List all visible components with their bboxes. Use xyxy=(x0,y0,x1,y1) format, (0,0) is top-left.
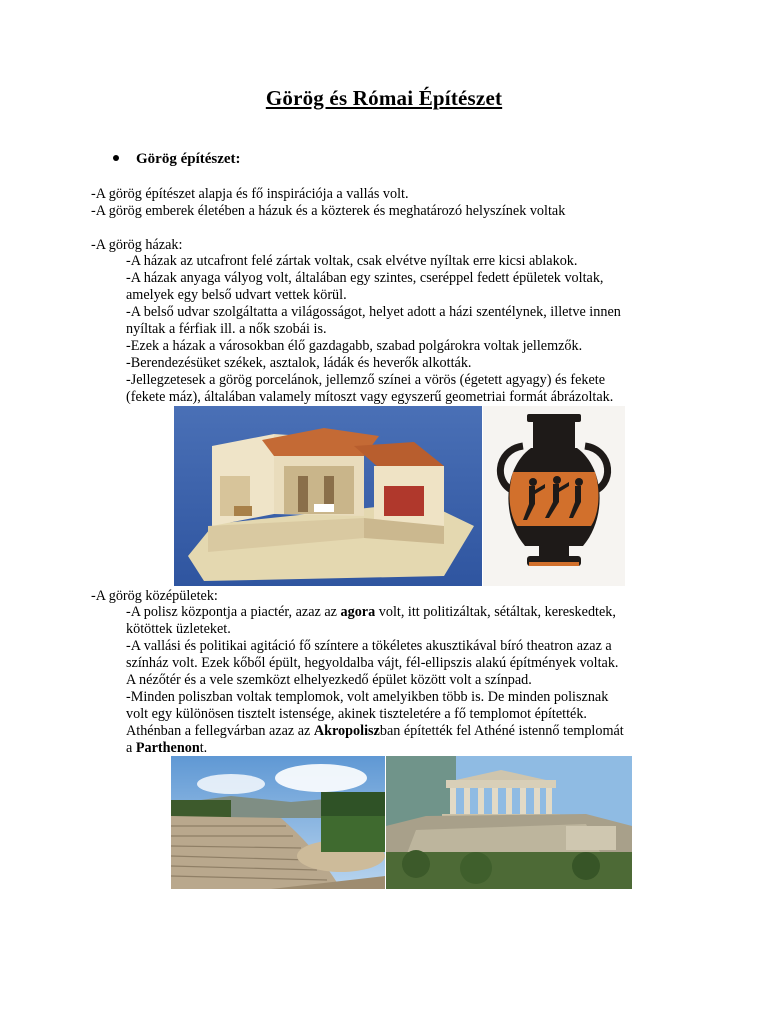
text-segment: ban építették fel Athéné istennő templomát xyxy=(379,723,624,739)
agora-term: agora xyxy=(340,604,376,620)
text-segment: t. xyxy=(199,740,208,756)
section-heading: Görög építészet: xyxy=(136,151,241,167)
public-line: színház volt. Ezek kőből épült, hegyoldalba vájt, fél-ellipszis alakú építmények voltak. xyxy=(126,655,619,671)
theatre-image xyxy=(171,756,385,889)
houses-line: -A házak az utcafront felé zártak voltak, csak elvétve nyíltak erre kicsi ablakok. xyxy=(126,253,578,269)
houses-line: (fekete máz), általában valamely mítoszt vagy egyszerű geometriai formát ábrázoltak. xyxy=(126,389,614,405)
akropolisz-term: Akropolisz xyxy=(313,723,380,739)
houses-heading: -A görög házak: xyxy=(91,237,183,253)
text-segment: Athénban a fellegvárban azaz az xyxy=(126,723,314,739)
houses-line: -A házak anyaga vályog volt, általában egy szintes, cseréppel fedett épületek voltak, xyxy=(126,270,604,286)
houses-line: amelyek egy belső udvart vettek körül. xyxy=(126,287,347,303)
acropolis-image xyxy=(386,756,632,889)
houses-line: -Jellegzetesek a görög porcelánok, jellemző színei a vörös (égetett agyagy) és fekete xyxy=(126,372,606,388)
text-segment: a xyxy=(126,740,136,756)
intro-line: -A görög emberek életében a házuk és a közterek és meghatározó helyszínek voltak xyxy=(91,203,566,219)
public-line: -Minden poliszban voltak templomok, volt amelyikben több is. De minden polisznak xyxy=(126,689,609,705)
public-line: kötöttek üzleteket. xyxy=(126,621,231,637)
section-bullet xyxy=(113,151,241,168)
bullet-dot-icon xyxy=(113,155,119,161)
public-line: volt egy különösen tisztelt istensége, akinek tiszteletére a fő templomot építették. xyxy=(126,706,587,722)
public-line-parthenon xyxy=(126,740,207,757)
greek-vase-image xyxy=(483,406,625,586)
public-line-agora xyxy=(126,604,616,621)
greek-house-image xyxy=(174,406,482,586)
text-segment: volt, itt politizáltak, sétáltak, kereskedtek, xyxy=(375,604,616,620)
public-line: -A vallási és politikai agitáció fő színtere a tökéletes akusztikával bíró theatron azaz a xyxy=(126,638,612,654)
public-line: A nézőtér és a vele szemközt elhelyezkedő épület között volt a színpad. xyxy=(126,672,532,688)
page-title: Görög és Római Építészet xyxy=(265,86,503,110)
text-segment: -A polisz központja a piactér, azaz az xyxy=(126,604,341,620)
intro-line: -A görög építészet alapja és fő inspirációja a vallás volt. xyxy=(91,186,409,202)
houses-line: -A belső udvar szolgáltatta a világosságot, helyet adott a házi szentélynek, illetve innen xyxy=(126,304,621,320)
parthenon-term: Parthenon xyxy=(135,740,200,756)
houses-line: nyíltak a férfiak ill. a nők szobái is. xyxy=(126,321,327,337)
houses-line: -Ezek a házak a városokban élő gazdagabb, szabad polgárokra voltak jellemzők. xyxy=(126,338,583,354)
public-line-akropolisz xyxy=(126,723,624,740)
public-heading: -A görög középületek: xyxy=(91,588,218,604)
houses-line: -Berendezésüket székek, asztalok, ládák és heverők alkották. xyxy=(126,355,472,371)
